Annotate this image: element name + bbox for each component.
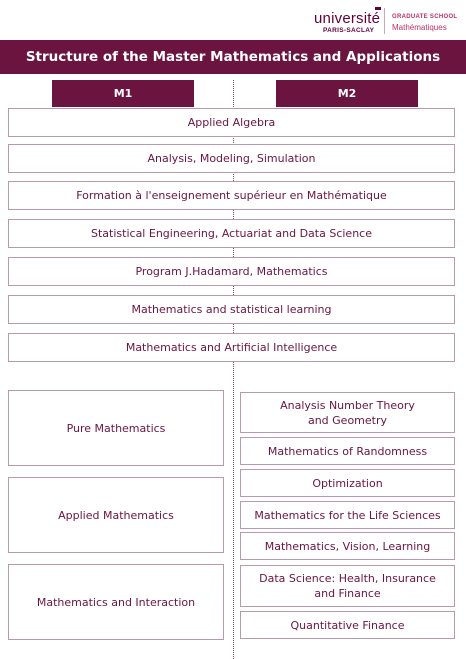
program-box: Applied Algebra xyxy=(8,108,455,137)
m1-track-box: Mathematics and Interaction xyxy=(8,564,224,640)
program-box: Mathematics and Artificial Intelligence xyxy=(8,333,455,362)
m2-track-box: Optimization xyxy=(240,469,455,497)
m2-track-box: Data Science: Health, Insurance and Finance xyxy=(240,565,455,607)
university-logo xyxy=(314,4,464,36)
m1-track-box: Applied Mathematics xyxy=(8,477,224,553)
logo-wordmark: université xyxy=(314,10,381,27)
logo-separator xyxy=(384,8,385,34)
level-m1-header: M1 xyxy=(52,80,194,107)
logo-subtitle: PARIS-SACLAY xyxy=(323,27,375,34)
program-box: Formation à l'enseignement supérieur en Mathématique xyxy=(8,181,455,210)
program-box: Statistical Engineering, Actuariat and Data Science xyxy=(8,219,455,248)
program-box: Program J.Hadamard, Mathematics xyxy=(8,257,455,286)
graduate-school-label: GRADUATE SCHOOL xyxy=(392,14,458,20)
m2-track-box: Mathematics, Vision, Learning xyxy=(240,532,455,560)
graduate-school-name: Mathématiques xyxy=(392,23,447,32)
program-box: Mathematics and statistical learning xyxy=(8,295,455,324)
m2-track-box: Mathematics of Randomness xyxy=(240,437,455,465)
program-box: Analysis, Modeling, Simulation xyxy=(8,144,455,173)
level-m2-header: M2 xyxy=(276,80,418,107)
m2-track-box: Mathematics for the Life Sciences xyxy=(240,501,455,529)
page-title: Structure of the Master Mathematics and Applications xyxy=(0,40,466,74)
m2-track-box: Analysis Number Theory and Geometry xyxy=(240,392,455,433)
m2-track-box: Quantitative Finance xyxy=(240,611,455,639)
m1-track-box: Pure Mathematics xyxy=(8,390,224,466)
